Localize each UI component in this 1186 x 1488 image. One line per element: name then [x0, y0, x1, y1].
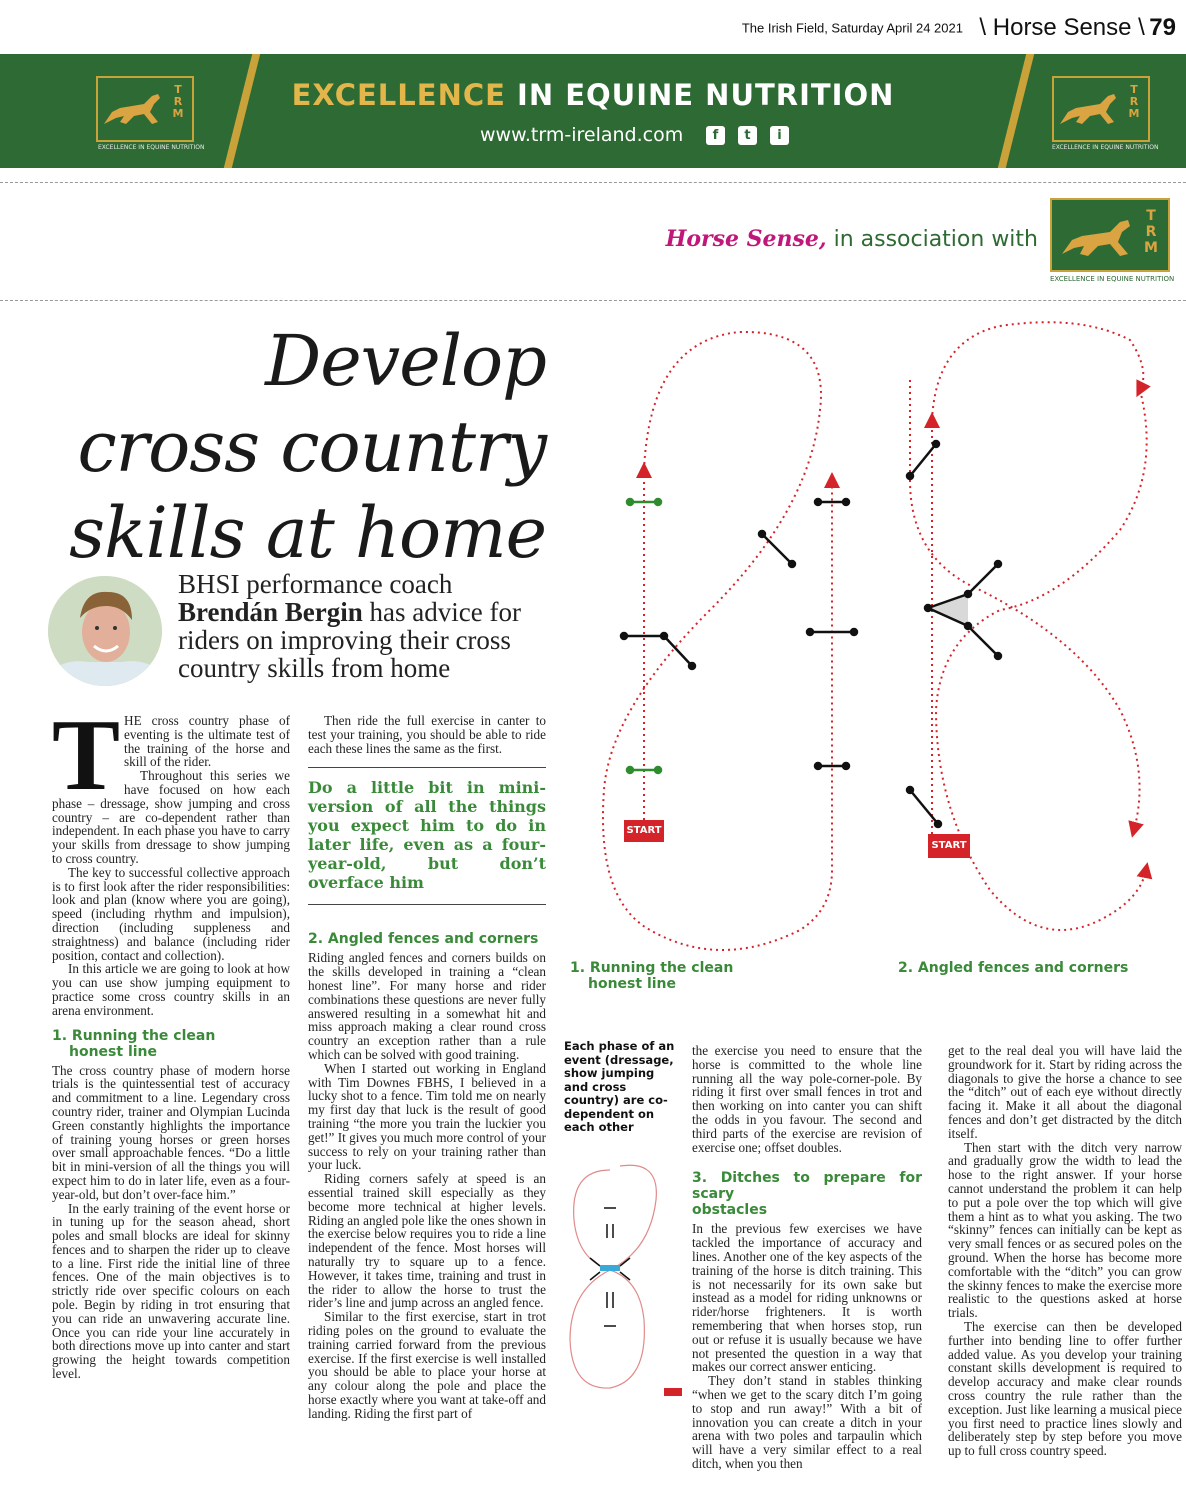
pull-quote: Do a little bit in mini-version of all the things you expect him to do in later life, even as a four-year-old, but don’t overface him: [308, 767, 546, 905]
diagram-1-caption: 1. Running the clean honest line: [570, 960, 734, 992]
photo-side-caption: Each phase of an event (dressage, show jumping and cross country) are co-dependent on each other: [564, 1039, 675, 1134]
paragraph: Then ride the full exercise in canter to test your training, you should be able to ride each these lines the same as the first.: [308, 713, 546, 756]
dashed-rule-mid: [0, 300, 1186, 301]
diagram-2-caption: 2. Angled fences and corners: [898, 960, 1129, 976]
paragraph: When I started out working in England with Tim Downes FBHS, I believed in a lucky shot to a fence. Tim told me on nearly my first day that luck is the result of good training “the more you train the luckier you get!” It gives you much more control of your success to rely on your training rather than your luck.: [308, 1060, 546, 1173]
horse-sense-brand: Horse Sense,: [665, 226, 827, 252]
logo-letters-left: T R M: [172, 83, 184, 120]
paragraph: Riding corners safely at speed is an essential trained skill especially as they become more technical at higher levels. Riding an angled pole like the ones shown in the exercise below requires you to ride a line independent of the fence. Most horses will naturally try to square up to a fence. However, it takes time, training and trust in the rider to allow the horse to trust the rider’s line and jump across an angled fence.: [308, 1171, 546, 1311]
subhead-1: 1. Running the clean honest line: [52, 1027, 216, 1060]
dashed-rule-top: [0, 182, 1186, 183]
paragraph: get to the real deal you will have laid the groundwork for it. Start by riding across the diagonals to give the horse a chance to see the “ditch” out of each eye without directly facing it. Make it all about the diagonal fences and don’t get distracted by the ditch itself.: [948, 1043, 1182, 1141]
ditch-exercise-diagram: [560, 1160, 684, 1400]
page-folio: [742, 14, 1176, 42]
paragraph: The cross country phase of modern horse trials is the quintessential test of accuracy and commitment to a line. Legendary cross country rider, trainer and Olympian Lucinda Green constantly highlights the importance of training young horses or green horses over small approachable fences. “Do a little bit in mini-version of all the things you will expect him to do in later life, even as a four-year-old, but don’t over-face him.”: [52, 1062, 290, 1202]
standfirst-rest: has advice for riders on improving their cross country skills from home: [178, 597, 521, 683]
paragraph: HE cross country phase of eventing is the ultimate test of the training of the horse and skill of the rider.: [124, 713, 290, 770]
folio-page-number: 79: [1149, 14, 1176, 41]
paragraph: In the previous few exercises we have tackled the importance of accuracy and lines. Another one of the key aspects of the training of the horse is ditch training. This is not necessarily for its own sake but instead as a model for riding unknowns or rider/horse frighteners. It is worth remembering that when horses stop, run out or refuse it is usually because we have not presented the question in a way that makes our correct answer enticing.: [692, 1221, 922, 1375]
trm-logo-right: [1052, 76, 1150, 142]
standfirst-lead: BHSI performance coach: [178, 569, 453, 599]
logo-caption-right: EXCELLENCE IN EQUINE NUTRITION: [1052, 144, 1159, 151]
green-pole-fence: [627, 499, 661, 505]
paragraph: The key to successful collective approach is to first look after the rider responsibilities: look and plan (know where you are going), speed (including rhythm and impulsion), direction (including suppleness and straightness) and balance (including rider position, contact and collection).: [52, 864, 290, 963]
body-column-4: [948, 1044, 1182, 1458]
logo-letters-right: T R M: [1128, 83, 1140, 120]
paragraph: The exercise can then be developed further into bending line to offer further added value. As you develop your training constant skills development is required to develop accuracy and make clear rounds cross country the rule rather than the exception. Just like learning a musical piece you first need to practice lines slowly and deliberately step by step before you move up to full cross country speed.: [948, 1318, 1182, 1459]
start-marker-small: [664, 1388, 682, 1396]
body-column-3: [692, 1044, 922, 1471]
diagram-1-fences: [621, 499, 857, 773]
body-column-1: [52, 699, 291, 1382]
drop-cap: T: [52, 699, 121, 812]
exercise-diagrams: [560, 310, 1186, 990]
trm-advert-banner[interactable]: [0, 54, 1186, 168]
logo-letters-association: T R M: [1144, 208, 1158, 256]
diagram-2-fences: [907, 441, 1001, 827]
angled-pole-fence: [907, 441, 939, 479]
trm-logo-association: [1050, 198, 1170, 272]
banner-title-white: IN EQUINE NUTRITION: [517, 78, 895, 112]
paragraph: the exercise you need to ensure that the horse is committed to the whole line running all the way pole-corner-pole. By riding it first over small fences in trot and then working on into canter you can shift the odds in you favour. The second and third parts of the exercise are revision of exercise one; offset doubles.: [692, 1043, 922, 1155]
paragraph: In the early training of the event horse or in tuning up for the season ahead, short poles and small blocks are ideal for skinny fences and to sharpen the rider up to cleave to a line. First ride the initial line of three fences. One of the main objectives is to strictly ride over specific colours on each pole. Begin by riding in trot ensuring that you can ride an unwavering accurate line. Once you can ride your line accurately in both directions move up into canter and start growing the height towards competition level.: [52, 1200, 290, 1382]
standfirst: [178, 570, 558, 682]
facebook-icon[interactable]: f: [706, 126, 725, 145]
angled-pole-fence: [759, 531, 795, 567]
headline-line-2: cross country: [77, 406, 546, 488]
folio-section: \ Horse Sense \: [979, 14, 1145, 41]
ditch-tarpaulin-icon: [600, 1265, 620, 1271]
body-column-2: [308, 714, 546, 1420]
association-logo-caption: EXCELLENCE IN EQUINE NUTRITION: [1050, 275, 1175, 283]
folio-date: The Irish Field, Saturday April 24 2021: [741, 20, 963, 36]
green-pole-fence: [627, 767, 661, 773]
angled-pole-fence: [907, 787, 941, 827]
paragraph: Then start with the ditch very narrow and gradually grow the width to lead the hose to the right answer. If your horse cannot understand the problem it can help to put a pole over the top which will give them a hint as to what you asking. The two “skinny” fences can initially can be kept as very small fences or as secured poles on the ground. When the horse has become more comfortable with the “ditch” you can grow the skinny fences to make the exercise more realistic to the questions asked at horse trials.: [948, 1139, 1182, 1321]
diagram-1-route: [603, 332, 832, 950]
subhead-2: 2. Angled fences and corners: [308, 931, 539, 948]
headline-line-1: Develop: [265, 320, 546, 402]
banner-url[interactable]: www.trm-ireland.com: [480, 124, 684, 146]
logo-caption-left: EXCELLENCE IN EQUINE NUTRITION: [98, 144, 205, 151]
subhead-3: 3. Ditches to prepare for scary obstacles: [692, 1170, 922, 1219]
start-marker-2: START: [928, 834, 970, 858]
banner-title-gold: EXCELLENCE: [291, 78, 506, 112]
paragraph: In this article we are going to look at how you can use show jumping equipment to practice some cross country skills in an arena environment.: [52, 961, 290, 1018]
article-headline: [40, 318, 546, 576]
paragraph: Similar to the first exercise, start in trot riding poles on the ground to evaluate the training carried forward from the previous exercise. If the first exercise is well installed you should be able to place your horse at any colour along the pole and place the horse exactly where you want at take-off and landing. Riding the first part of: [308, 1309, 546, 1421]
association-line: [666, 226, 1038, 252]
author-portrait-icon: [48, 576, 162, 686]
association-text: in association with: [833, 227, 1038, 252]
headline-line-3: skills at home: [69, 492, 546, 574]
paragraph: They don’t stand in stables thinking “when we get to the scary ditch I’m going to stop and run away!” With a bit of innovation you can create a ditch in your arena with two poles and tarpaulin which will have a very similar effect to a real ditch, when you then: [692, 1373, 922, 1471]
paragraph: Throughout this series we have focused on how each phase – dressage, show jumping and cross country – are co-dependent rather than independent. In each phase you have to carry your skills from dressage to show jumping to cross country.: [52, 768, 291, 866]
banner-headline: [0, 78, 1186, 112]
paragraph: Riding angled fences and corners builds on the skills developed in training a “clean honest line”. For many horse and rider combinations these questions are never fully answered resulting in a somewhat hit and miss approach making a clear round cross country an exception rather than a rule which can be solved with good training.: [308, 950, 546, 1062]
author-photo: [48, 576, 162, 686]
ditch-route: [570, 1165, 656, 1388]
instagram-icon[interactable]: i: [770, 126, 789, 145]
start-marker-1: START: [624, 820, 664, 842]
twitter-icon[interactable]: t: [738, 126, 757, 145]
author-name: Brendán Bergin: [178, 597, 363, 627]
